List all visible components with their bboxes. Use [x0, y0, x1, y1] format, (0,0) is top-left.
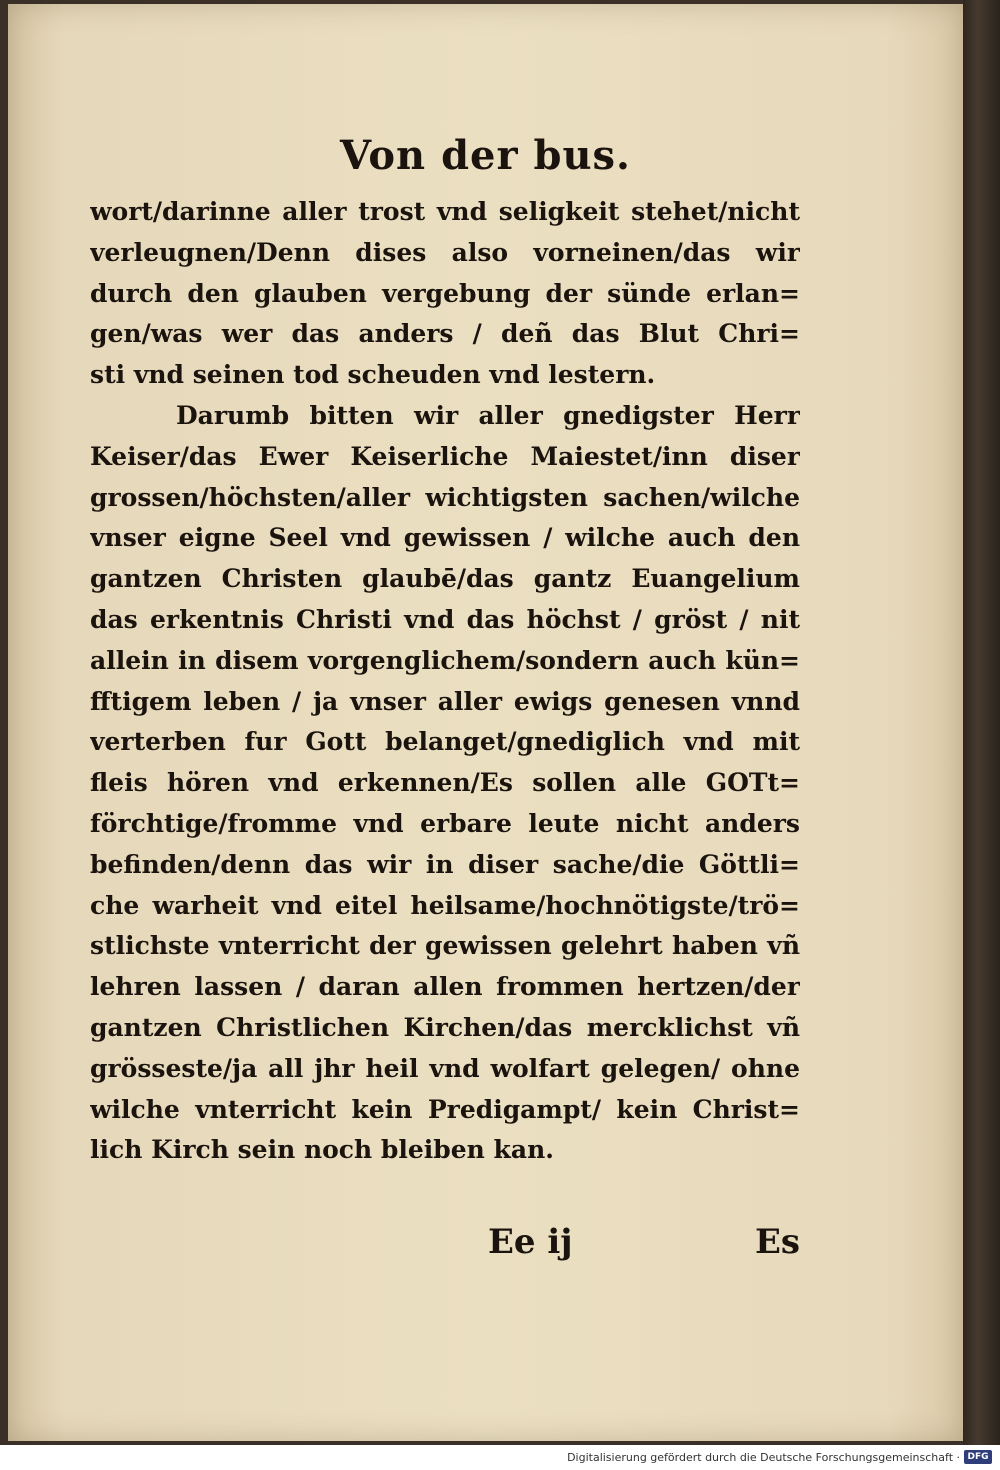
book-page — [8, 4, 963, 1441]
text-line: förchtige/fromme vnd erbare leute nicht anders — [90, 808, 800, 838]
text-line: lich Kirch sein noch bleiben kan. — [90, 1135, 554, 1165]
text-line: befinden/denn das wir in diser sache/die Göttli= — [90, 849, 800, 879]
book-edge — [963, 0, 1000, 1445]
page-footer — [90, 1222, 800, 1266]
text-line: grossen/höchsten/aller wichtigsten sachen/wilche — [90, 482, 800, 512]
text-line: grösseste/ja all jhr heil vnd wolfart gelegen/ ohne — [90, 1053, 800, 1083]
dfg-logo-icon: DFG — [964, 1450, 992, 1464]
text-line: lehren lassen / daran allen frommen hertzen/der — [90, 972, 800, 1002]
signature-mark: Ee ij — [488, 1222, 573, 1262]
text-line: verleugnen/Denn dises also vorneinen/das wir — [90, 237, 800, 267]
text-line: gantzen Christen glaubē/das gantz Euangelium — [90, 564, 800, 594]
credit-bar — [0, 1445, 1000, 1470]
text-line-paragraph-start: Darumb bitten wir aller gnedigster Herr — [176, 400, 800, 430]
text-line: wort/darinne aller trost vnd seligkeit stehet/nicht — [90, 197, 800, 226]
text-line: verterben fur Gott belanget/gnediglich vnd mit — [90, 727, 800, 757]
text-line: fftigem leben / ja vnser aller ewigs genesen vnnd — [90, 686, 800, 716]
body-text — [90, 192, 800, 1171]
text-line: wilche vnterricht kein Predigampt/ kein Christ= — [90, 1094, 800, 1124]
text-line: sti vnd seinen tod scheuden vnd lestern. — [90, 360, 656, 390]
text-line: stlichste vnterricht der gewissen gelehrt haben vñ — [90, 931, 800, 961]
text-line: allein in disem vorgenglichem/sondern auch kün= — [90, 645, 800, 675]
text-line: che warheit vnd eitel heilsame/hochnötigste/trö= — [90, 890, 800, 920]
text-line: fleis hören vnd erkennen/Es sollen alle GOTt= — [90, 768, 800, 798]
text-line: Keiser/das Ewer Keiserliche Maiestet/inn diser — [90, 441, 800, 471]
credit-text: Digitalisierung gefördert durch die Deutsche Forschungsgemeinschaft · — [567, 1451, 960, 1464]
text-line: gantzen Christlichen Kirchen/das mercklichst vñ — [90, 1012, 800, 1042]
text-line: gen/was wer das anders / deñ das Blut Chri= — [90, 319, 800, 349]
catchword: Es — [754, 1222, 800, 1262]
text-line: vnser eigne Seel vnd gewissen / wilche auch den — [90, 523, 800, 553]
text-line: das erkentnis Christi vnd das höchst / gröst / nit — [90, 604, 800, 634]
text-line: durch den glauben vergebung der sünde erlan= — [90, 278, 800, 308]
running-head: Von der bus. — [340, 132, 631, 179]
